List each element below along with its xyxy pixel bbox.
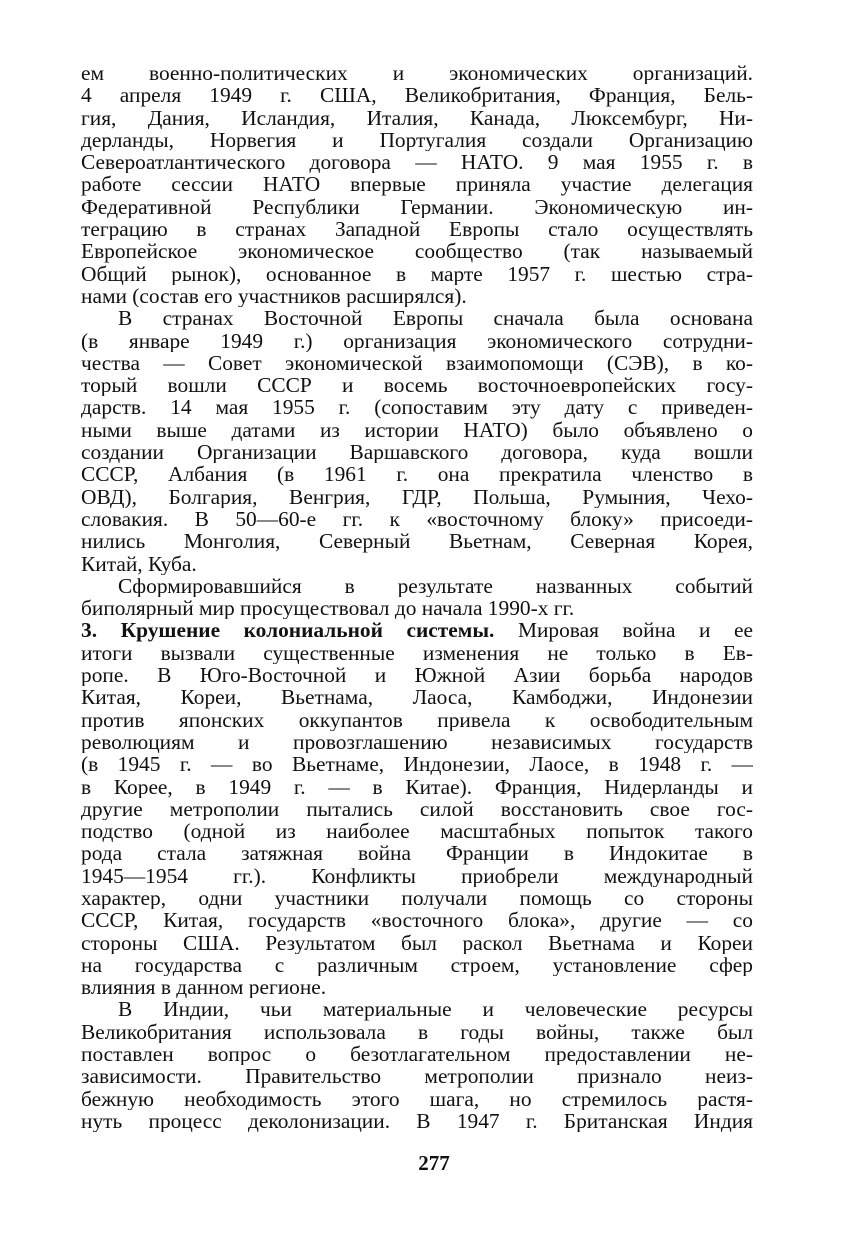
text-line: итоги вызвали существенные изменения не только в Ев- bbox=[81, 641, 753, 665]
text-line: дерланды, Норвегия и Португалия создали Организацию bbox=[81, 128, 753, 152]
paragraph bbox=[81, 575, 753, 620]
page-body bbox=[81, 62, 753, 1132]
text-line: нами (состав его участников расширялся). bbox=[81, 284, 467, 308]
paragraph bbox=[81, 307, 753, 575]
text-line: ОВД), Болгария, Венгрия, ГДР, Польша, Румыния, Чехо- bbox=[81, 485, 753, 508]
text-line: гия, Дания, Исландия, Италия, Канада, Люксембург, Ни- bbox=[81, 106, 753, 129]
text-line: подство (одной из наиболее масштабных попыток такого bbox=[81, 820, 753, 843]
text-line: Китай, Куба. bbox=[81, 552, 197, 575]
text-line: на государства с различным строем, установление сфер bbox=[81, 953, 753, 977]
text-line: Североатлантического договора — НАТО. 9 мая 1955 г. в bbox=[81, 151, 753, 174]
text-line: СССР, Китая, государств «восточного блока», другие — со bbox=[81, 909, 753, 932]
text-line: биполярный мир просуществовал до начала 1990-х гг. bbox=[81, 597, 575, 620]
text-line: Китая, Кореи, Вьетнама, Лаоса, Камбоджи, Индонезии bbox=[81, 686, 753, 709]
text-line: чества — Совет экономической взаимопомощи (СЭВ), в ко- bbox=[81, 351, 753, 375]
text-line: (в январе 1949 г.) организация экономического сотрудни- bbox=[81, 329, 753, 352]
text-line: характер, одни участники получали помощь со стороны bbox=[81, 886, 753, 910]
text-line: работе сессии НАТО впервые приняла участие делегация bbox=[81, 173, 753, 196]
text-line: ропе. В Юго-Восточной и Южной Азии борьба народов bbox=[81, 664, 753, 687]
text-line: рода стала затяжная война Франции в Индокитае в bbox=[81, 842, 753, 865]
text-line: теграцию в странах Западной Европы стало осуществлять bbox=[81, 218, 753, 241]
text-line: против японских оккупантов привела к освободительным bbox=[81, 708, 753, 731]
text-line: поставлен вопрос о безотлагательном предоставлении не- bbox=[81, 1043, 753, 1066]
text-line: СССР, Албания (в 1961 г. она прекратила членство в bbox=[81, 463, 753, 486]
text-line: нились Монголия, Северный Вьетнам, Северная Корея, bbox=[81, 530, 753, 553]
text-line: бежную необходимость этого шага, но стремилось растя- bbox=[81, 1087, 753, 1110]
text-line: влияния в данном регионе. bbox=[81, 976, 327, 999]
text-line: 1945—1954 гг.). Конфликты приобрели международный bbox=[81, 864, 753, 887]
text-line: Великобритания использовала в годы войны, также был bbox=[81, 1020, 753, 1044]
text-line: в Корее, в 1949 г. — в Китае). Франция, Нидерланды и bbox=[81, 775, 753, 798]
text-line: нуть процесс деколонизации. В 1947 г. Британская Индия bbox=[81, 1109, 753, 1133]
text-line: революциям и провозглашению независимых государств bbox=[81, 730, 753, 754]
section-title: 3. Крушение колониальной системы. bbox=[81, 619, 495, 642]
text-line: 4 апреля 1949 г. США, Великобритания, Франция, Бель- bbox=[81, 84, 753, 107]
paragraph bbox=[81, 998, 753, 1132]
text-line: стороны США. Результатом был раскол Вьетнама и Кореи bbox=[81, 931, 753, 954]
page-number: 277 bbox=[418, 1151, 450, 1175]
paragraph bbox=[81, 62, 753, 307]
text-line: создании Организации Варшавского договора, куда вошли bbox=[81, 441, 753, 464]
text-line: ными выше датами из истории НАТО) было объявлено о bbox=[81, 418, 753, 442]
text-line: Федеративной Республики Германии. Экономическую ин- bbox=[81, 195, 753, 219]
text-line: Европейское экономическое сообщество (так называемый bbox=[81, 240, 753, 263]
text-line: словакия. В 50—60-е гг. к «восточному блоку» присоеди- bbox=[81, 507, 753, 531]
text-line bbox=[81, 619, 753, 641]
text-line: (в 1945 г. — во Вьетнаме, Индонезии, Лаосе, в 1948 г. — bbox=[81, 753, 753, 776]
text-line: другие метрополии пытались силой восстановить свое гос- bbox=[81, 797, 753, 821]
text-line: зависимости. Правительство метрополии признало неиз- bbox=[81, 1065, 753, 1088]
text-line: Общий рынок), основанное в марте 1957 г. шестью стра- bbox=[81, 262, 753, 285]
text-line: Сформировавшийся в результате названных событий bbox=[118, 574, 753, 598]
paragraph bbox=[81, 619, 753, 998]
text-line: В странах Восточной Европы сначала была основана bbox=[118, 307, 753, 330]
text-line: ем военно-политических и экономических организаций. bbox=[81, 62, 753, 85]
text-line-rest: Мировая война и ее bbox=[494, 619, 753, 642]
text-line: В Индии, чьи материальные и человеческие ресурсы bbox=[118, 998, 753, 1021]
text-line: торый вошли СССР и восемь восточноевропейских госу- bbox=[81, 374, 753, 397]
text-line: дарств. 14 мая 1955 г. (сопоставим эту дату с приведен- bbox=[81, 396, 753, 419]
